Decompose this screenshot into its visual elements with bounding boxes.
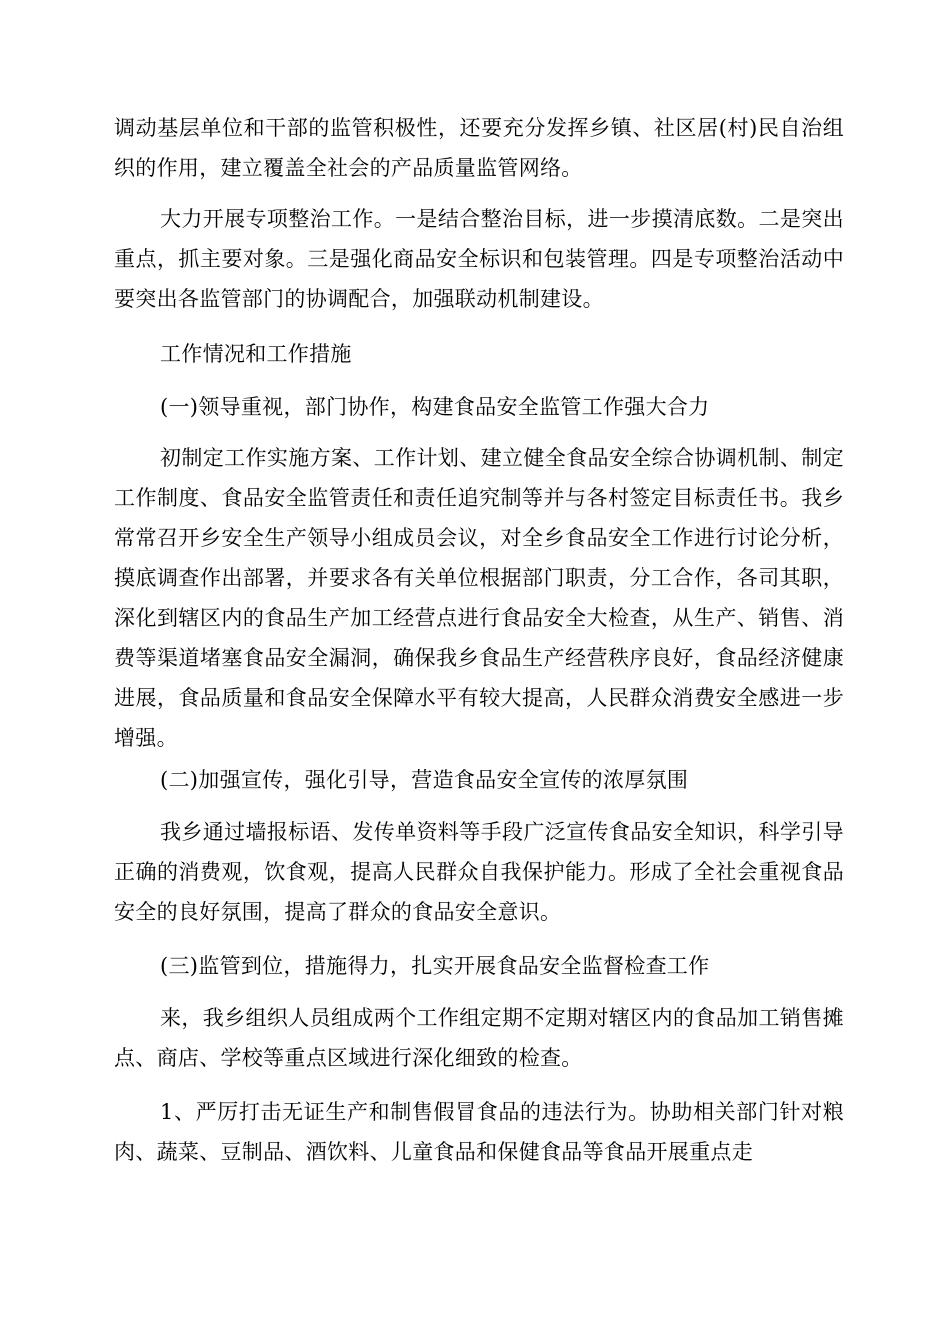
section-heading: 工作情况和工作措施: [160, 342, 352, 366]
subsection-heading-1: (一)领导重视，部门协作，构建食品安全监管工作强大合力: [160, 395, 710, 419]
paragraph-5: 来，我乡组织人员组成两个工作组定期不定期对辖区内的食品加工销售摊点、商店、学校等重点区域进行深化细致的检查。: [114, 1006, 844, 1070]
paragraph-2: 大力开展专项整治工作。一是结合整治目标，进一步摸清底数。二是突出重点，抓主要对象。三是强化商品安全标识和包装管理。四是专项整治活动中要突出各监管部门的协调配合，加强联动机制建设。: [114, 207, 844, 311]
paragraph-1: 调动基层单位和干部的监管积极性，还要充分发挥乡镇、社区居(村)民自治组织的作用，建立覆盖全社会的产品质量监管网络。: [114, 116, 844, 180]
paragraph-3: 初制定工作实施方案、工作计划、建立健全食品安全综合协调机制、制定工作制度、食品安全监管责任和责任追究制等并与各村签定目标责任书。我乡常常召开乡安全生产领导小组成员会议，对全乡食品安全工作进行讨论分析，摸底调查作出部署，并要求各有关单位根据部门职责，分工合作，各司其职，深化到辖区内的食品生产加工经营点进行食品安全大检查，从生产、销售、消费等渠道堵塞食品安全漏洞，确保我乡食品生产经营秩序良好，食品经济健康进展，食品质量和食品安全保障水平有较大提高，人民群众消费安全感进一步增强。: [114, 446, 844, 750]
subsection-heading-2: (二)加强宣传，强化引导，营造食品安全宣传的浓厚氛围: [160, 768, 689, 792]
paragraph-4: 我乡通过墙报标语、发传单资料等手段广泛宣传食品安全知识，科学引导正确的消费观，饮食观，提高人民群众自我保护能力。形成了全社会重视食品安全的良好氛围，提高了群众的食品安全意识。: [114, 820, 844, 924]
paragraph-6: 1、严厉打击无证生产和制售假冒食品的违法行为。协助相关部门针对粮肉、蔬菜、豆制品、酒饮料、儿童食品和保健食品等食品开展重点走: [114, 1100, 844, 1164]
subsection-heading-3: (三)监管到位，措施得力，扎实开展食品安全监督检查工作: [160, 954, 710, 978]
